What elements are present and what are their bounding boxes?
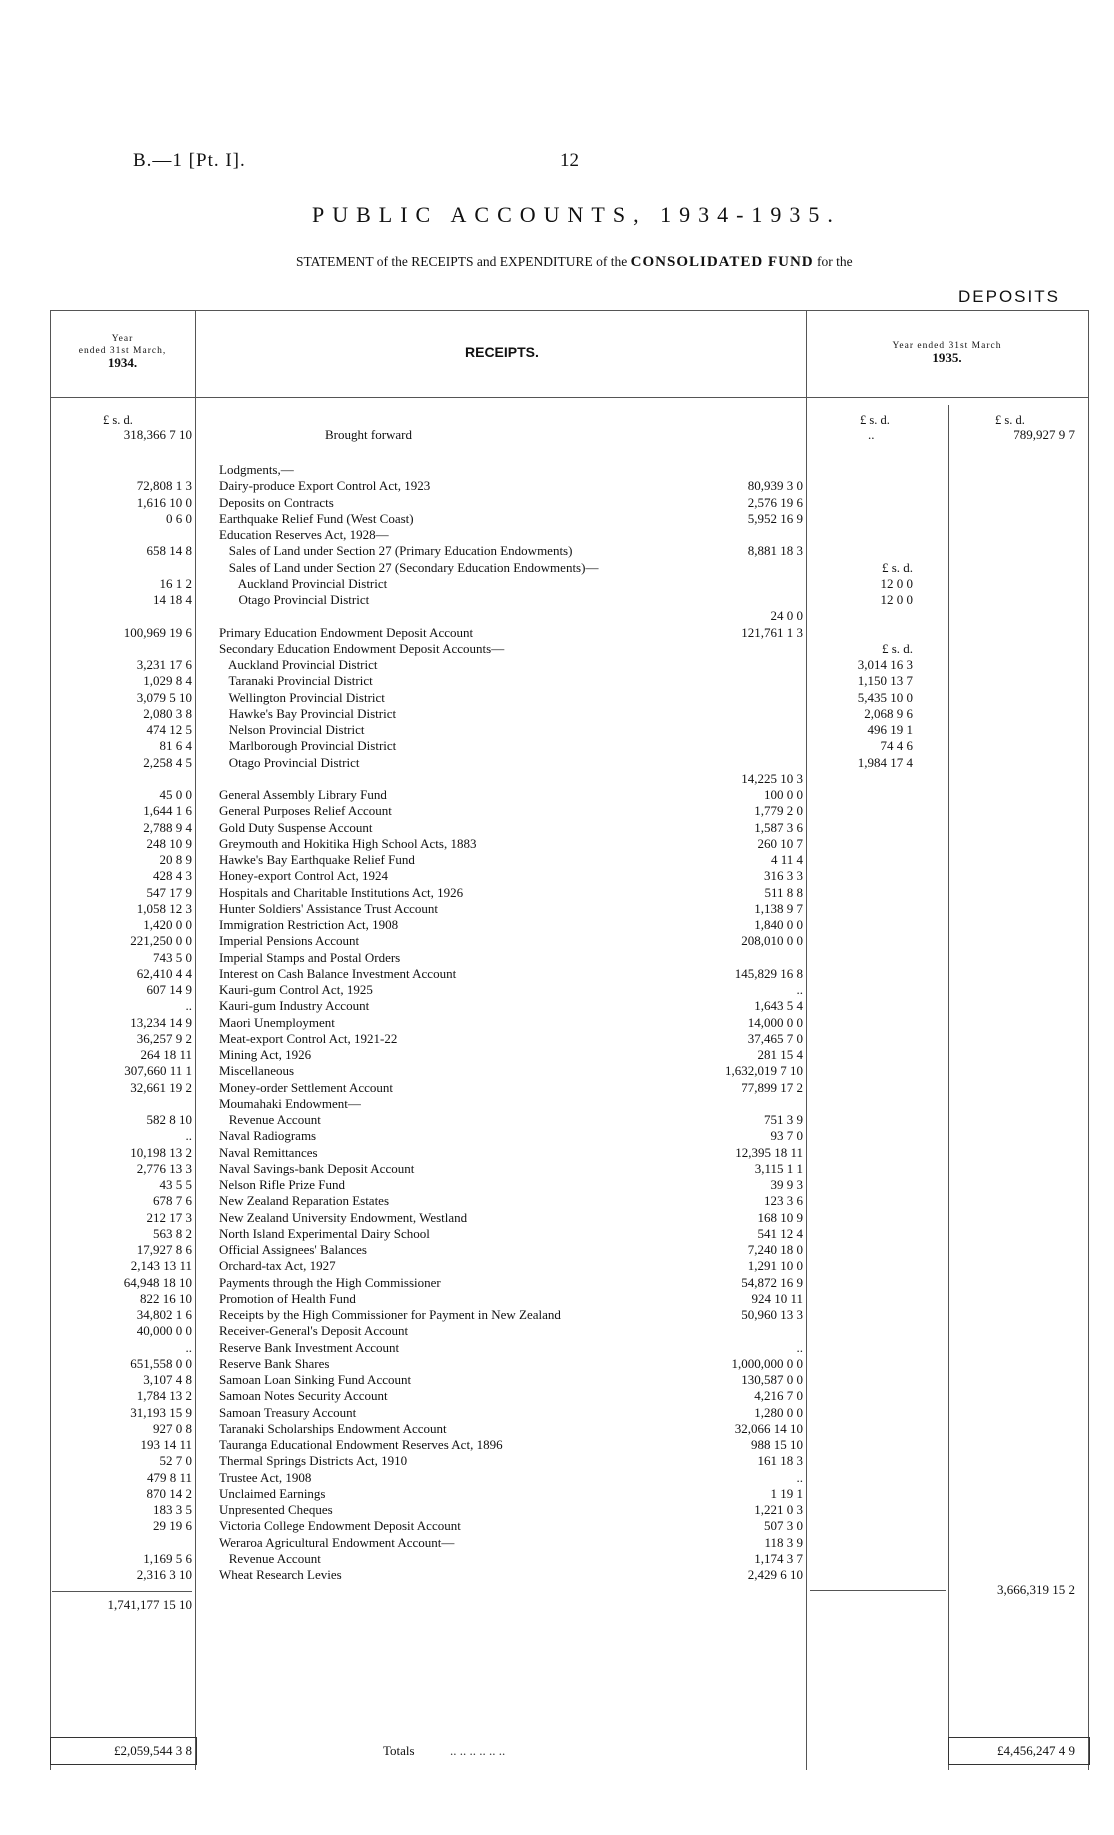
table-row [0,511,1114,527]
table-row [0,527,1114,543]
row-label: Payments through the High Commissioner [219,1274,441,1290]
row-label: Receiver-General's Deposit Account [219,1323,409,1339]
prev-amount: 13,234 14 9 [130,1014,192,1030]
table-row [0,1047,1114,1063]
prev-amount: 17,927 8 6 [136,1242,192,1257]
row-label: Nelson Provincial District [219,722,365,737]
cur-amount: 1,221 0 3 [754,1502,803,1517]
row-label: Wheat Research Levies [219,1567,342,1582]
row-label: Dairy-produce Export Control Act, 1923 [219,478,431,494]
table-row [0,592,1114,608]
inner-amount: £ s. d. [881,559,913,575]
cur-amount: 1,291 10 0 [747,1258,803,1274]
table-row [0,868,1114,884]
rule-header [50,397,1089,398]
row-label: Sales of Land under Section 27 (Primary Education Endowments) [219,543,573,559]
row-label: General Assembly Library Fund [219,787,387,802]
cur-amount: 1 19 1 [770,1485,803,1501]
row-label: Thermal Springs Districts Act, 1910 [219,1453,408,1469]
table-row [0,1242,1114,1258]
prev-amount: 0 6 0 [166,510,192,526]
row-label: Unclaimed Earnings [219,1485,326,1501]
prev-amount: 212 17 3 [146,1209,192,1225]
cur-amount: 12,395 18 11 [735,1144,803,1160]
table-row [0,1486,1114,1502]
table-row [0,738,1114,754]
row-label: Greymouth and Hokitika High School Acts, 1883 [219,835,477,851]
cur-amount: 1,000,000 0 0 [731,1355,803,1371]
cur-amount: 4,216 7 0 [754,1388,803,1404]
row-label: Official Assignees' Balances [219,1242,367,1257]
prev-amount: 221,250 0 0 [130,933,192,949]
table-row [0,1437,1114,1453]
currency-cur: £ s. d. [860,413,890,427]
prev-amount: 32,661 19 2 [130,1079,192,1095]
page-title: PUBLIC ACCOUNTS, 1934-1935. [312,202,841,227]
row-label: Auckland Provincial District [219,657,378,672]
prev-amount: 2,316 3 10 [136,1567,192,1582]
row-label: Receipts by the High Commissioner for Payment in New Zealand [219,1307,561,1322]
table-row [0,1405,1114,1421]
statement-text-a: STATEMENT of the RECEIPTS and EXPENDITURE of the [296,254,631,269]
prev-amount: 14 18 4 [153,592,192,607]
prev-amount: 607 14 9 [146,982,192,997]
cur-amount: 168 10 9 [757,1209,803,1225]
table-row [0,771,1114,787]
cur-amount: 2,429 6 10 [747,1567,803,1582]
prev-amount: 81 6 4 [159,738,192,754]
row-label: Naval Radiograms [219,1128,317,1144]
subtotal-rule-prev [52,1591,192,1592]
brought-forward-label: Brought forward [325,427,413,442]
totals-label: Totals [383,1743,415,1758]
prev-year-l2: ended 31st March, [78,346,167,356]
prev-amount: 3,231 17 6 [136,657,192,672]
total-cur: £4,456,247 4 9 [997,1743,1075,1758]
prev-amount: 100,969 19 6 [123,624,192,640]
row-label: Deposits on Contracts [219,494,334,510]
prev-amount: 183 3 5 [153,1502,192,1517]
cur-amount: 39 9 3 [770,1177,803,1192]
table-row [0,1063,1114,1079]
table-row [0,836,1114,852]
table-row [0,1453,1114,1469]
cur-amount: 123 3 6 [764,1193,803,1209]
cur-amount: 130,587 0 0 [741,1372,803,1387]
prev-amount: 1,058 12 3 [136,900,192,916]
prev-amount: 870 14 2 [146,1485,192,1501]
prev-amount: 29 19 6 [153,1518,192,1534]
table-row [0,885,1114,901]
row-label: Lodgments,— [219,462,294,477]
cur-year-bold: 1935. [932,350,962,365]
row-label: Hospitals and Charitable Institutions Act, 1926 [219,884,464,900]
row-label: Wellington Provincial District [219,689,385,705]
row-label: Hawke's Bay Provincial District [219,705,397,721]
table-row [0,1356,1114,1372]
prev-amount: 64,948 18 10 [123,1274,192,1290]
row-label: Hunter Soldiers' Assistance Trust Account [219,900,439,916]
table-row [0,625,1114,641]
inner-amount: 2,068 9 6 [864,705,913,721]
row-label: Imperial Pensions Account [219,933,360,949]
inner-amount: 74 4 6 [880,738,913,754]
row-label: Naval Remittances [219,1144,318,1160]
row-label: Mining Act, 1926 [219,1047,312,1062]
cur-amount: 50,960 13 3 [741,1307,803,1322]
prev-amount: 3,079 5 10 [136,689,192,705]
table-row [0,852,1114,868]
row-label: Taranaki Scholarships Endowment Account [219,1420,447,1436]
table-row [0,1340,1114,1356]
prev-amount: 1,169 5 6 [143,1550,192,1566]
prev-amount: 547 17 9 [146,884,192,900]
table-row [0,1372,1114,1388]
prev-amount: .. [185,998,192,1014]
table-row [0,1177,1114,1193]
statement-heading [296,254,853,271]
cur-amount: 93 7 0 [770,1128,803,1144]
row-label: Taranaki Provincial District [219,673,373,689]
subtotal-prev: 1,741,177 15 10 [107,1597,192,1612]
prev-amount: 822 16 10 [140,1290,192,1306]
cur-amount: 541 12 4 [757,1225,803,1241]
inner-amount: 1,150 13 7 [857,673,913,689]
cur-amount: 14,225 10 3 [741,770,803,786]
inner-amount: 3,014 16 3 [857,657,913,672]
prev-amount: 2,258 4 5 [143,754,192,770]
prev-amount: 2,143 13 11 [130,1258,192,1274]
statement-text-c: for the [813,254,853,269]
brought-forward-cur: .. [868,427,875,442]
row-label: Kauri-gum Industry Account [219,998,370,1014]
row-label: Honey-export Control Act, 1924 [219,868,388,884]
inner-amount: 496 19 1 [867,722,913,737]
table-row [0,1421,1114,1437]
currency-cur-total: £ s. d. [995,413,1025,427]
table-row [0,495,1114,511]
cur-amount: 1,280 0 0 [754,1404,803,1420]
cur-amount: 161 18 3 [757,1453,803,1469]
row-label: Moumahaki Endowment— [219,1095,361,1111]
prev-amount: 45 0 0 [159,787,192,802]
row-label: Earthquake Relief Fund (West Coast) [219,510,414,526]
cur-amount: 1,632,019 7 10 [725,1063,803,1079]
inner-amount: 1,984 17 4 [857,754,913,770]
table-row [0,755,1114,771]
table-row [0,1551,1114,1567]
cur-amount: 118 3 9 [764,1534,803,1550]
row-label: Promotion of Health Fund [219,1290,356,1306]
cur-amount: 100 0 0 [764,787,803,802]
table-row [0,560,1114,576]
cur-amount: 5,952 16 9 [747,510,803,526]
prev-amount: 678 7 6 [153,1193,192,1209]
row-label: Primary Education Endowment Deposit Account [219,624,474,640]
table-row [0,543,1114,559]
row-label: Samoan Notes Security Account [219,1388,388,1404]
row-label: Samoan Loan Sinking Fund Account [219,1372,412,1387]
table-row [0,1275,1114,1291]
table-row [0,657,1114,673]
cur-amount: .. [796,1339,803,1355]
cur-amount: 208,010 0 0 [741,933,803,949]
row-label: Victoria College Endowment Deposit Account [219,1518,461,1534]
cur-amount: 37,465 7 0 [747,1030,803,1046]
table-row [0,1128,1114,1144]
prev-amount: 20 8 9 [159,852,192,867]
cur-amount: 80,939 3 0 [747,478,803,494]
prev-amount: 43 5 5 [159,1177,192,1192]
inner-amount: 12 0 0 [880,575,913,591]
prev-amount: 34,802 1 6 [136,1307,192,1322]
cur-amount: 8,881 18 3 [747,543,803,559]
table-row [0,1193,1114,1209]
rule-top [50,310,1089,311]
table-row [0,917,1114,933]
section-title: DEPOSITS [958,287,1060,306]
cur-amount: 1,779 2 0 [754,803,803,819]
cur-amount: 988 15 10 [751,1437,803,1452]
inner-amount: 5,435 10 0 [857,689,913,705]
table-row [0,1161,1114,1177]
prev-amount: 40,000 0 0 [136,1323,192,1339]
cur-amount: .. [796,1469,803,1485]
table-row [0,1518,1114,1534]
row-label: Samoan Treasury Account [219,1404,357,1420]
prev-amount: 52 7 0 [159,1453,192,1469]
prev-amount: 1,784 13 2 [136,1388,192,1404]
subtotal-cur: 3,666,319 15 2 [997,1582,1075,1597]
table-row [0,1535,1114,1551]
row-label: Reserve Bank Investment Account [219,1339,400,1355]
inner-amount: £ s. d. [881,640,913,656]
row-label: Reserve Bank Shares [219,1355,330,1371]
table-row [0,1470,1114,1486]
table-row [0,608,1114,624]
prev-amount: 31,193 15 9 [130,1404,192,1420]
table-row [0,1112,1114,1128]
row-label: Revenue Account [219,1550,321,1566]
prev-amount: 428 4 3 [153,868,192,884]
table-row [0,933,1114,949]
prev-amount: 2,080 3 8 [143,705,192,721]
row-label: Marlborough Provincial District [219,738,397,754]
table-row [0,722,1114,738]
cur-amount: 4 11 4 [770,852,803,867]
prev-amount: 62,410 4 4 [136,965,192,981]
row-label: Miscellaneous [219,1063,295,1079]
row-label: Immigration Restriction Act, 1908 [219,917,399,932]
table-row [0,1291,1114,1307]
cur-amount: 24 0 0 [770,608,803,624]
row-label: Tauranga Educational Endowment Reserves Act, 1896 [219,1437,503,1452]
cur-amount: 260 10 7 [757,835,803,851]
prev-amount: 10,198 13 2 [130,1144,192,1160]
prev-year-l1: Year [111,334,134,344]
table-row [0,820,1114,836]
table-row [0,1080,1114,1096]
table-row [0,478,1114,494]
row-label: Auckland Provincial District [219,575,388,591]
table-row [0,1307,1114,1323]
prev-amount: 264 18 11 [140,1047,192,1062]
cur-amount: 14,000 0 0 [747,1014,803,1030]
cur-amount: 145,829 16 8 [734,965,803,981]
table-row [0,1015,1114,1031]
table-row [0,1258,1114,1274]
cur-amount: 54,872 16 9 [741,1274,803,1290]
row-label: Gold Duty Suspense Account [219,819,373,835]
prev-year-header [50,333,195,369]
inner-amount: 12 0 0 [880,592,913,607]
table-row [0,641,1114,657]
total-prev: £2,059,544 3 8 [114,1743,192,1758]
table-row [0,1096,1114,1112]
receipts-heading: RECEIPTS. [465,344,539,360]
table-row [0,982,1114,998]
prev-amount: 1,644 1 6 [143,803,192,819]
totals-leader: .. .. .. .. .. .. [450,1743,506,1758]
cur-amount: 3,115 1 1 [754,1160,803,1176]
cur-amount: 1,138 9 7 [754,900,803,916]
prev-amount: 3,107 4 8 [143,1372,192,1387]
row-label: Education Reserves Act, 1928— [219,527,389,542]
cur-amount: 1,587 3 6 [754,819,803,835]
prev-amount: .. [185,1128,192,1144]
row-label: Hawke's Bay Earthquake Relief Fund [219,852,415,867]
row-label: Secondary Education Endowment Deposit Accounts— [219,640,505,656]
prev-amount: 743 5 0 [153,949,192,965]
table-row [0,462,1114,478]
table-row [0,950,1114,966]
prev-amount: 2,788 9 4 [143,819,192,835]
table-row [0,1502,1114,1518]
cur-amount: 7,240 18 0 [747,1242,803,1257]
prev-year-bold: 1934. [107,355,138,370]
table-row [0,966,1114,982]
row-label: Naval Savings-bank Deposit Account [219,1160,415,1176]
cur-amount: 281 15 4 [757,1047,803,1062]
brought-forward-total: 789,927 9 7 [1013,427,1075,442]
prev-amount: 307,660 11 1 [124,1063,192,1079]
cur-amount: 121,761 1 3 [741,624,803,640]
row-label: North Island Experimental Dairy School [219,1225,430,1241]
prev-amount: 658 14 8 [146,543,192,559]
row-label: Imperial Stamps and Postal Orders [219,949,401,965]
row-label: Otago Provincial District [219,592,370,607]
prev-amount: 248 10 9 [146,835,192,851]
cur-year-header [806,340,1088,364]
cur-amount: 32,066 14 10 [734,1420,803,1436]
prev-amount: .. [185,1339,192,1355]
cur-amount: 924 10 11 [751,1290,803,1306]
row-label: New Zealand Reparation Estates [219,1193,390,1209]
prev-amount: 927 0 8 [153,1420,192,1436]
prev-amount: 72,808 1 3 [136,478,192,494]
cur-amount: 2,576 19 6 [747,494,803,510]
row-label: New Zealand University Endowment, Westland [219,1209,468,1225]
row-label: Unpresented Cheques [219,1502,333,1517]
cur-amount: 1,643 5 4 [754,998,803,1014]
cur-amount: 77,899 17 2 [741,1079,803,1095]
cur-amount: 316 3 3 [764,868,803,884]
row-label: Orchard-tax Act, 1927 [219,1258,336,1274]
table-row [0,1031,1114,1047]
row-label: Weraroa Agricultural Endowment Account— [219,1534,455,1550]
row-label: Trustee Act, 1908 [219,1469,312,1485]
row-label: Nelson Rifle Prize Fund [219,1177,346,1192]
table-row [0,1567,1114,1583]
cur-amount: .. [796,982,803,997]
cur-amount: 507 3 0 [764,1518,803,1534]
table-row [0,787,1114,803]
cur-year-l1: Year ended 31st March [892,341,1002,351]
prev-amount: 479 8 11 [146,1469,192,1485]
row-label: Maori Unemployment [219,1014,335,1030]
prev-amount: 582 8 10 [146,1112,192,1127]
page-number: 12 [560,150,579,171]
row-label: Otago Provincial District [219,754,360,770]
table-row [0,673,1114,689]
table-row [0,998,1114,1014]
table-row [0,1323,1114,1339]
row-label: General Purposes Relief Account [219,803,392,819]
prev-amount: 16 1 2 [159,575,192,591]
table-row [0,803,1114,819]
row-label: Interest on Cash Balance Investment Account [219,965,457,981]
subtotal-rule-cur [810,1590,946,1591]
table-row [0,901,1114,917]
cur-amount: 1,840 0 0 [754,917,803,932]
cur-amount: 1,174 3 7 [754,1550,803,1566]
brought-forward-prev: 318,366 7 10 [123,427,192,442]
row-label: Revenue Account [219,1112,321,1127]
table-row [0,1145,1114,1161]
prev-amount: 193 14 11 [140,1437,192,1452]
table-row [0,1388,1114,1404]
prev-amount: 1,616 10 0 [136,494,192,510]
prev-amount: 2,776 13 3 [136,1160,192,1176]
table-row [0,576,1114,592]
row-label: Sales of Land under Section 27 (Secondary Education Endowments)— [219,559,599,575]
table-row [0,1210,1114,1226]
row-label: Meat-export Control Act, 1921-22 [219,1030,398,1046]
fund-name: CONSOLIDATED FUND [630,254,814,270]
row-label: Kauri-gum Control Act, 1925 [219,982,373,997]
prev-amount: 36,257 9 2 [136,1030,192,1046]
table-row [0,690,1114,706]
row-label: Money-order Settlement Account [219,1079,394,1095]
cur-amount: 511 8 8 [764,884,803,900]
cur-amount: 751 3 9 [764,1112,803,1127]
prev-amount: 1,420 0 0 [143,917,192,932]
currency-prev: £ s. d. [103,413,133,427]
prev-amount: 474 12 5 [146,722,192,737]
table-row [0,1226,1114,1242]
prev-amount: 651,558 0 0 [130,1355,192,1371]
page-reference: B.—1 [Pt. I]. [133,150,246,171]
table-row [0,706,1114,722]
prev-amount: 563 8 2 [153,1225,192,1241]
prev-amount: 1,029 8 4 [143,673,192,689]
